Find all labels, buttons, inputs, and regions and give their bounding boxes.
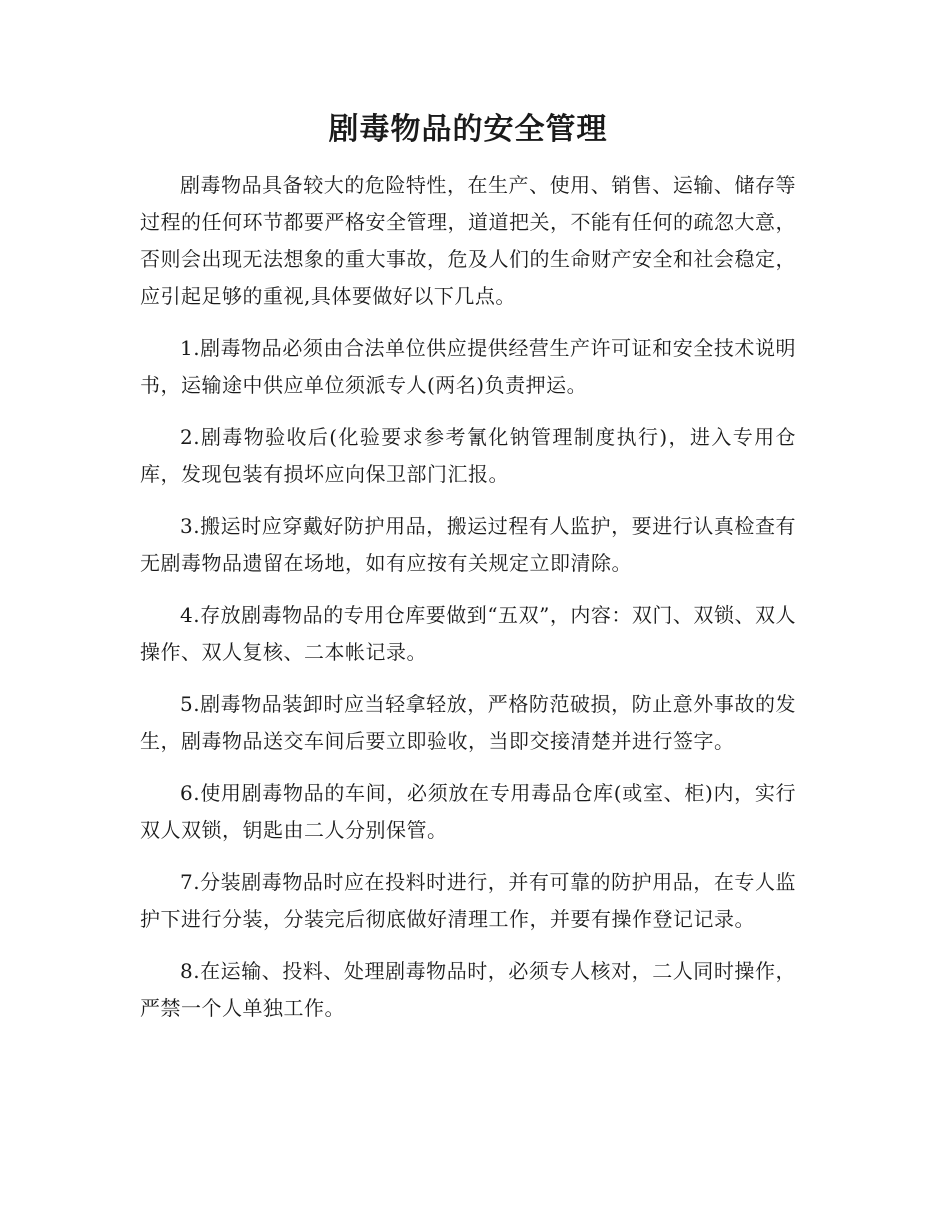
intro-paragraph: 剧毒物品具备较大的危险特性，在生产、使用、销售、运输、储存等过程的任何环节都要严格安全管理，道道把关，不能有任何的疏忽大意，否则会出现无法想象的重大事故，危及人们的生命财产安全和社会稳定，应引起足够的重视,具体要做好以下几点。 xyxy=(140,173,796,308)
rule-paragraph-6: 6.使用剧毒物品的车间，必须放在专用毒品仓库(或室、柜)内，实行双人双锁，钥匙由二人分别保管。 xyxy=(140,781,796,842)
document-title: 剧毒物品的安全管理 xyxy=(328,112,608,147)
rule-paragraph-2: 2.剧毒物验收后(化验要求参考氰化钠管理制度执行)，进入专用仓库，发现包装有损坏应向保卫部门汇报。 xyxy=(140,425,796,486)
rule-paragraph-5: 5.剧毒物品装卸时应当轻拿轻放，严格防范破损，防止意外事故的发生，剧毒物品送交车间后要立即验收，当即交接清楚并进行签字。 xyxy=(140,692,796,753)
rule-paragraph-7: 7.分装剧毒物品时应在投料时进行，并有可靠的防护用品，在专人监护下进行分装，分装完后彻底做好清理工作，并要有操作登记记录。 xyxy=(140,870,796,931)
document-body xyxy=(140,167,796,1042)
rule-paragraph-4: 4.存放剧毒物品的专用仓库要做到“五双”，内容：双门、双锁、双人操作、双人复核、二本帐记录。 xyxy=(140,603,796,664)
rule-paragraph-3: 3.搬运时应穿戴好防护用品，搬运过程有人监护，要进行认真检查有无剧毒物品遗留在场地，如有应按有关规定立即清除。 xyxy=(140,514,796,575)
rule-paragraph-8: 8.在运输、投料、处理剧毒物品时，必须专人核对，二人同时操作，严禁一个人单独工作。 xyxy=(140,959,796,1020)
rule-paragraph-1: 1.剧毒物品必须由合法单位供应提供经营生产许可证和安全技术说明书，运输途中供应单位须派专人(两名)负责押运。 xyxy=(140,336,796,397)
